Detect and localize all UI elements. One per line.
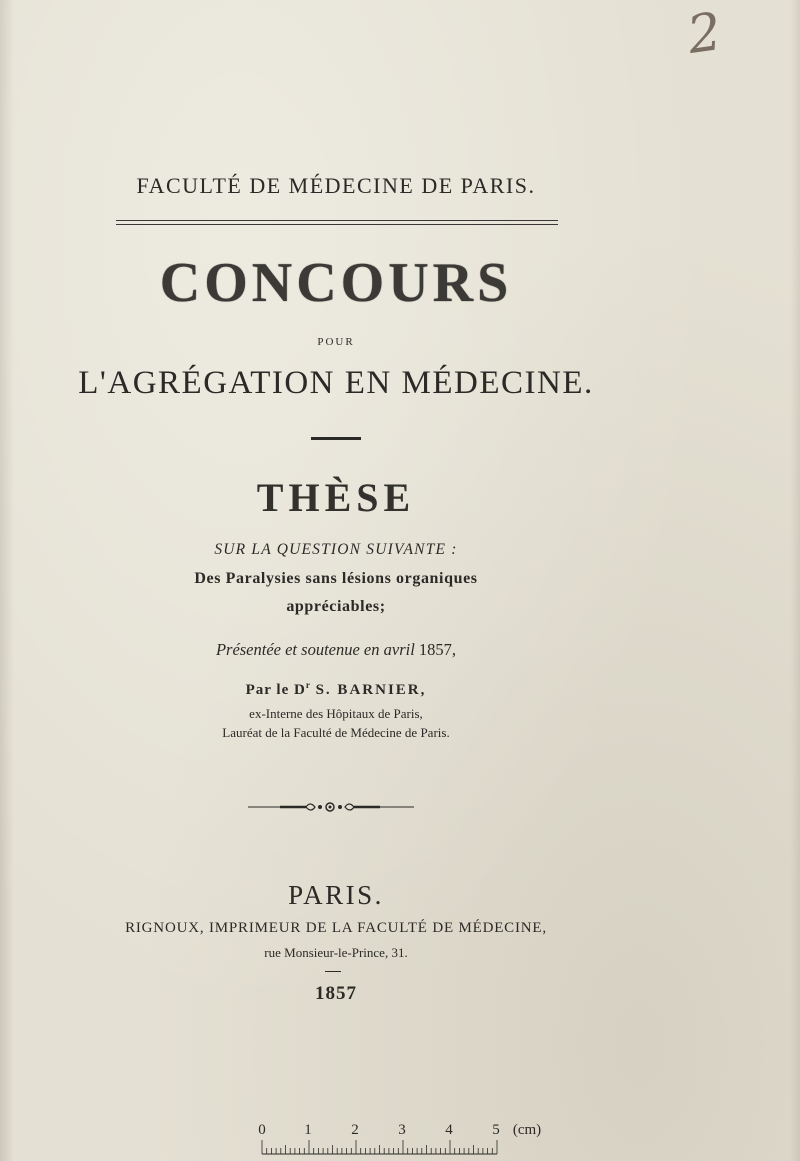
presentation-line: [0, 640, 672, 660]
tiny-divider: [325, 971, 341, 972]
short-divider: [311, 437, 361, 440]
main-heading: CONCOURS: [159, 252, 513, 314]
faculty-line: FACULTÉ DE MÉDECINE DE PARIS.: [136, 173, 536, 198]
ornamental-divider: [246, 797, 416, 817]
question-intro: SUR LA QUESTION SUIVANTE :: [214, 541, 458, 558]
scale-label-0: 0: [258, 1122, 266, 1138]
presentation-year: 1857,: [418, 640, 457, 659]
subheading: L'AGRÉGATION EN MÉDECINE.: [78, 365, 594, 401]
pour-line: POUR: [317, 336, 355, 348]
publication-city: PARIS.: [288, 880, 384, 910]
credential-line-2: Lauréat de la Faculté de Médecine de Paris.: [222, 725, 450, 740]
scale-label-1: 1: [304, 1122, 312, 1138]
pencil-page-number: 2: [683, 1, 726, 67]
these-title: THÈSE: [256, 475, 416, 520]
credential-line-1: ex-Interne des Hôpitaux de Paris,: [249, 706, 423, 721]
presentation-text: Présentée et soutenue en avril: [215, 640, 415, 659]
thesis-title-line-2: appréciables;: [286, 598, 386, 615]
scale-unit: (cm): [512, 1122, 542, 1138]
scale-label-4: 4: [445, 1122, 453, 1138]
printer-line: RIGNOUX, IMPRIMEUR DE LA FACULTÉ DE MÉDECINE,: [125, 920, 547, 936]
scale-label-2: 2: [351, 1122, 359, 1138]
author-name: S. BARNIER,: [315, 682, 427, 698]
scale-label-3: 3: [398, 1122, 406, 1138]
author-line: [0, 680, 672, 699]
printer-address: rue Monsieur-le-Prince, 31.: [264, 945, 408, 960]
author-prefix: Par le D: [245, 682, 306, 698]
double-rule-divider: [116, 220, 558, 226]
thesis-title-line-1: Des Paralysies sans lésions organiques: [194, 570, 478, 587]
publication-year: 1857: [315, 983, 357, 1004]
scale-label-5: 5: [492, 1122, 500, 1138]
author-title-superscript: r: [305, 680, 311, 690]
cm-scale-bar: [260, 1138, 500, 1156]
